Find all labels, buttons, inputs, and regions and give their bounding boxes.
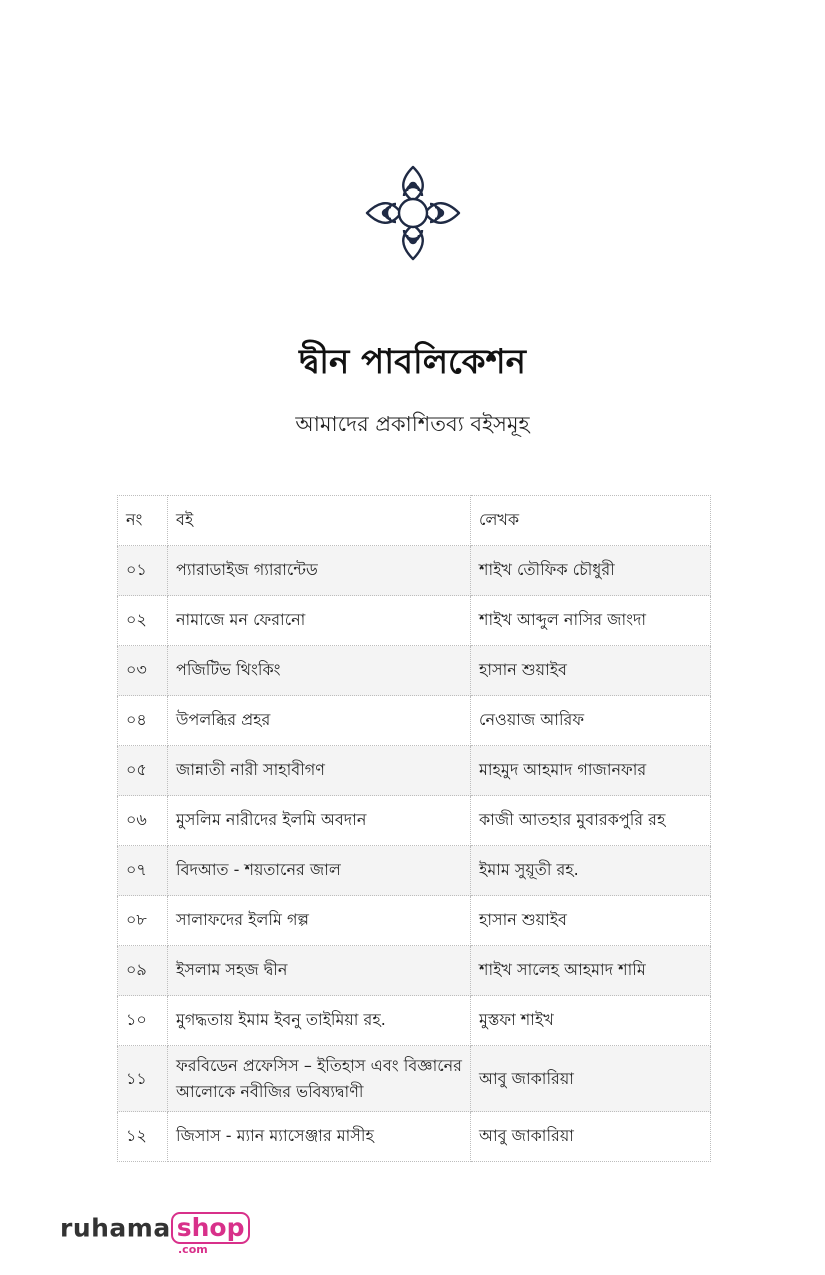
row-book: ফরবিডেন প্রফেসিস – ইতিহাস এবং বিজ্ঞানের আলোকে নবীজির ভবিষ্যদ্বাণী (168, 1046, 471, 1112)
row-author: আবু জাকারিয়া (471, 1112, 711, 1162)
row-author: কাজী আতহার মুবারকপুরি রহ (471, 796, 711, 846)
row-book: ইসলাম সহজ দ্বীন (168, 946, 471, 996)
row-no: ০৭ (118, 846, 168, 896)
row-author: হাসান শুয়াইব (471, 646, 711, 696)
row-author: শাইখ আব্দুল নাসির জাংদা (471, 596, 711, 646)
table-row (118, 896, 711, 946)
row-no: ০৬ (118, 796, 168, 846)
table-row (118, 596, 711, 646)
row-no: ০৪ (118, 696, 168, 746)
row-author: হাসান শুয়াইব (471, 896, 711, 946)
table-row (118, 996, 711, 1046)
table-row (118, 796, 711, 846)
table-row (118, 546, 711, 596)
table-row (118, 946, 711, 996)
row-book: পজিটিভ থিংকিং (168, 646, 471, 696)
books-table (117, 495, 711, 1162)
row-no: ০৩ (118, 646, 168, 696)
brand-name: ruhama (60, 1213, 171, 1243)
brand-shop-badge: shop (171, 1212, 251, 1244)
row-no: ১১ (118, 1046, 168, 1112)
row-author: শাইখ সালেহ আহমাদ শামি (471, 946, 711, 996)
row-book: প্যারাডাইজ গ্যারান্টেড (168, 546, 471, 596)
row-author: ইমাম সুয়ূতী রহ. (471, 846, 711, 896)
table-row (118, 1112, 711, 1162)
table-header-row (118, 496, 711, 546)
row-author: মাহমুদ আহমাদ গাজানফার (471, 746, 711, 796)
header-book: বই (168, 496, 471, 546)
row-author: নেওয়াজ আরিফ (471, 696, 711, 746)
row-no: ০১ (118, 546, 168, 596)
row-no: ০৫ (118, 746, 168, 796)
publisher-name: দ্বীন পাবলিকেশন (299, 342, 526, 382)
row-no: ০২ (118, 596, 168, 646)
header-author: লেখক (471, 496, 711, 546)
row-book: নামাজে মন ফেরানো (168, 596, 471, 646)
row-no: ০৯ (118, 946, 168, 996)
header-no: নং (118, 496, 168, 546)
row-book: মুগদ্ধতায় ইমাম ইবনু তাইমিয়া রহ. (168, 996, 471, 1046)
row-book: মুসলিম নারীদের ইলমি অবদান (168, 796, 471, 846)
table-row (118, 746, 711, 796)
page-subtitle: আমাদের প্রকাশিতব্য বইসমূহ (295, 412, 530, 436)
brand-logo (60, 1212, 250, 1256)
brand-domain: .com (178, 1243, 208, 1256)
row-no: ০৮ (118, 896, 168, 946)
row-author: মুস্তফা শাইখ (471, 996, 711, 1046)
table-row (118, 1046, 711, 1112)
row-no: ১০ (118, 996, 168, 1046)
table-row (118, 696, 711, 746)
row-book: জান্নাতী নারী সাহাবীগণ (168, 746, 471, 796)
row-book: উপলব্ধির প্রহর (168, 696, 471, 746)
row-book: জিসাস - ম্যান ম্যাসেঞ্জার মাসীহ (168, 1112, 471, 1162)
row-author: শাইখ তৌফিক চৌধুরী (471, 546, 711, 596)
row-book: বিদআত - শয়তানের জাল (168, 846, 471, 896)
lotus-ornament-icon (365, 165, 461, 261)
table-row (118, 646, 711, 696)
row-no: ১২ (118, 1112, 168, 1162)
table-row (118, 846, 711, 896)
row-book: সালাফদের ইলমি গল্প (168, 896, 471, 946)
row-author: আবু জাকারিয়া (471, 1046, 711, 1112)
